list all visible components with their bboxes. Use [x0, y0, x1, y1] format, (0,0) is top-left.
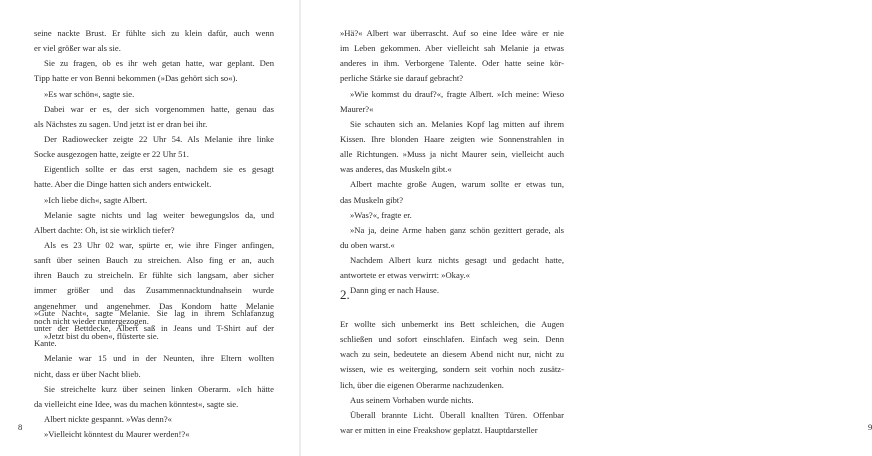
text-line: Aus seinem Vorhaben wurde nichts.	[350, 394, 474, 405]
text-line: nicht, dass er über Nacht blieb.	[34, 368, 141, 379]
text-line: immer größer und das Zusammennacktundnahsein wurde	[34, 285, 274, 296]
text-line: Eigentlich sollte er das erst sagen, nachdem sie es gesagt	[44, 164, 274, 175]
text-line: wissen, wie es weiterging, sondern seit vorhin noch zusätz-	[340, 364, 564, 375]
text-line: antwortete er etwas verwirrt: »Okay.«	[340, 270, 470, 281]
text-line: als Nächstes zu sagen. Und jetzt ist er dran bei ihr.	[34, 118, 208, 129]
text-line: Albert machte große Augen, warum sollte er etwas tun,	[350, 179, 564, 190]
right-text-block-1	[340, 26, 564, 299]
text-line: Socke ausgezogen hatte, zeigte er 22 Uhr 51.	[34, 149, 189, 160]
text-line: er viel größer war als sie.	[34, 43, 121, 54]
left-text-block-2	[34, 306, 274, 442]
text-line: da vielleicht eine Idee, was du machen könntest«, sagte sie.	[34, 398, 239, 409]
text-line: Albert nickte gespannt. »Was denn?«	[44, 413, 172, 424]
text-line: »Vielleicht könntest du Maurer werden!?«	[44, 429, 190, 440]
text-line: »Hä?« Albert war überrascht. Auf so eine Idee wäre er nie	[340, 28, 564, 38]
right-text-block-2	[340, 317, 564, 438]
text-line: Albert dachte: Oh, ist sie wirklich tiefer?	[34, 224, 175, 235]
text-line: »Gute Nacht«, sagte Melanie. Sie lag in ihrem Schlafanzug	[34, 308, 274, 318]
text-line: »Was?«, fragte er.	[350, 209, 412, 220]
text-line: Der Radiowecker zeigte 22 Uhr 54. Als Melanie ihre linke	[44, 133, 274, 144]
page-number-right: 9	[868, 422, 872, 432]
left-text-block-1	[34, 26, 274, 344]
text-line: Dabei war er es, der sich vorgenommen hatte, genau das	[44, 103, 274, 114]
chapter-number: 2.	[340, 287, 350, 302]
text-line: lich, über die eigenen Oberarme nachzudenken.	[340, 379, 504, 390]
text-line: »Jetzt bist du oben«, flüsterte sie.	[44, 330, 159, 341]
text-line: Maurer?«	[340, 103, 374, 114]
text-line: Als es 23 Uhr 02 war, spürte er, wie ihre Finger anfingen,	[44, 239, 274, 250]
text-line: alle Richtungen. »Muss ja nicht Maurer sein, vielleicht auch	[340, 149, 564, 160]
text-line: noch nicht wieder runtergezogen.	[34, 315, 149, 326]
text-line: unter der Bettdecke, Albert saß in Jeans und T-Shirt auf der	[34, 323, 274, 334]
text-line: Er wollte sich unbemerkt ins Bett schleichen, die Augen	[340, 319, 564, 329]
text-line: Melanie sagte nichts und lag weiter bewegungslos da, und	[44, 209, 274, 220]
right-page	[300, 0, 872, 456]
text-line: Sie schauten sich an. Melanies Kopf lag mitten auf ihrem	[350, 118, 564, 129]
text-line: Sie streichelte kurz über seinen linken Oberarm. »Ich hätte	[44, 383, 274, 394]
text-line: »Ich liebe dich«, sagte Albert.	[44, 194, 148, 205]
text-line: das Muskeln gibt?	[340, 194, 404, 205]
text-line: war er mitten in eine Freakshow geplatzt. Hauptdarsteller	[340, 424, 538, 435]
left-page	[0, 0, 300, 456]
text-line: perliche Stärke sie darauf gebracht?	[340, 73, 464, 84]
text-line: Dann ging er nach Hause.	[350, 285, 440, 296]
text-line: sanft über seinen Bauch zu streichen. Also fing er an, auch	[34, 255, 274, 266]
text-line: »Es war schön«, sagte sie.	[44, 88, 135, 99]
text-line: seine nackte Brust. Er fühlte sich zu klein dafür, auch wenn	[34, 28, 274, 38]
text-line: schließen und sofort einschlafen. Einfach weg sein. Denn	[340, 334, 564, 345]
text-line: im Leben gekommen. Aber vielleicht sah Melanie ja etwas	[340, 43, 564, 54]
page-number-left: 8	[18, 422, 23, 432]
text-line: Kissen. Ihre blonden Haare zeigten wie Sonnenstrahlen in	[340, 133, 564, 144]
text-line: hatte. Aber die Dinge hatten sich anders entwickelt.	[34, 179, 212, 190]
text-line: Melanie war 15 und in der Neunten, ihre Eltern wollten	[44, 353, 274, 364]
text-line: Tipp hatte er von Benni bekommen (»Das gehört sich so«).	[34, 73, 238, 84]
text-line: Nachdem Albert kurz nichts gesagt und gedacht hatte,	[350, 255, 564, 266]
text-line: Überall brannte Licht. Überall knallten Türen. Offenbar	[350, 409, 564, 420]
text-line: Sie zu fragen, ob es ihr weh getan hatte, war geplant. Den	[44, 58, 274, 69]
text-line: ihren Bauch zu streicheln. Er fühlte sich langsam, aber sicher	[34, 270, 274, 281]
text-line: wach zu sein, bedeutete an diesem Abend nicht nur, nicht zu	[340, 349, 564, 360]
text-line: anderes in ihm. Verborgene Talente. Oder hatte seine kör-	[340, 58, 564, 69]
text-line: Kante.	[34, 338, 57, 349]
text-line: du oben warst.«	[340, 239, 395, 250]
text-line: was anderes, das Muskeln gibt.«	[340, 164, 452, 175]
text-line: angenehmer und angenehmer. Das Kondom hatte Melanie	[34, 300, 274, 311]
text-line: »Wie kommst du drauf?«, fragte Albert. »Ich meine: Wieso	[350, 88, 564, 99]
text-line: »Na ja, deine Arme haben ganz schön gezittert gerade, als	[350, 224, 564, 235]
